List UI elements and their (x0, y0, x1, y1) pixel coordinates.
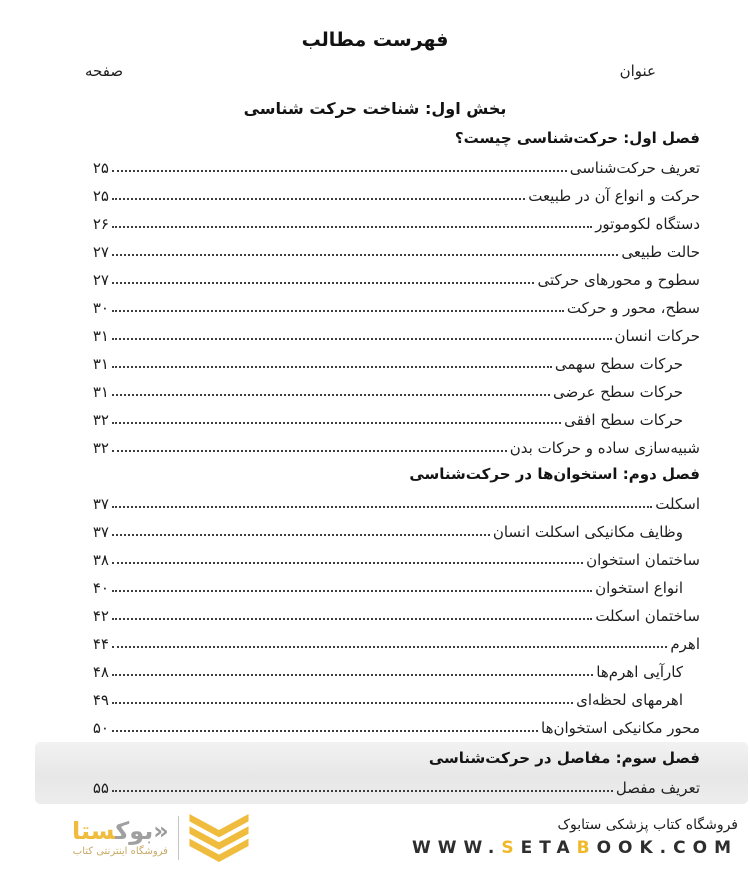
entry-dots-leader (112, 534, 490, 536)
store-tagline: فروشگاه کتاب پزشکی ستابوک (557, 817, 738, 833)
url-pre: WWW. (412, 838, 502, 858)
entry-page-number: ۴۹ (92, 691, 109, 709)
entry-title: محور مکانیکی استخوان‌ها (541, 719, 700, 737)
entry-title: اهرم (670, 635, 700, 653)
entry-dots-leader (112, 674, 593, 676)
footer (0, 804, 750, 871)
entry-title: حرکات سطح سهمی (554, 355, 683, 373)
website-url[interactable] (412, 838, 738, 858)
entry-title: تعریف مفصل (615, 779, 700, 797)
entry-title: حرکت و انواع آن در طبیعت (528, 187, 700, 205)
url-post: OOK.COM (596, 838, 738, 858)
entry-page-number: ۳۱ (92, 355, 109, 373)
chapter-heading: فصل اول: حرکت‌شناسی چیست؟ (454, 129, 700, 147)
entry-page-number: ۴۸ (92, 663, 109, 681)
entry-title: سطح، محور و حرکت (566, 299, 700, 317)
toc-entry (85, 152, 700, 180)
entry-title: حالت طبیعی (621, 243, 700, 261)
entry-page-number: ۵۵ (92, 779, 109, 797)
column-label-title: عنوان (619, 62, 656, 80)
entry-dots-leader (112, 590, 592, 592)
entry-title: حرکات سطح عرضی (553, 383, 683, 401)
entry-dots-leader (112, 450, 507, 452)
chapter-heading: فصل سوم: مفاصل در حرکت‌شناسی (428, 749, 700, 767)
entry-title: دستگاه لکوموتور (595, 215, 700, 233)
chapter-heading: فصل دوم: استخوان‌ها در حرکت‌شناسی (409, 465, 700, 483)
entry-dots-leader (112, 422, 561, 424)
entry-page-number: ۴۲ (92, 607, 109, 625)
toc-entry (85, 772, 700, 800)
entry-page-number: ۳۷ (92, 523, 109, 541)
entry-dots-leader (112, 646, 667, 648)
logo-wordmark-gray: بوک (115, 816, 154, 845)
toc-entry (85, 292, 700, 320)
section-heading: بخش اول: شناخت حرکت شناسی (243, 99, 507, 118)
toc-entry (85, 404, 700, 432)
footer-info (412, 817, 738, 858)
entry-page-number: ۲۵ (92, 187, 109, 205)
entry-title: ساختمان استخوان (586, 551, 700, 569)
entry-dots-leader (112, 562, 583, 564)
entry-page-number: ۳۲ (92, 439, 109, 457)
entry-dots-leader (112, 366, 552, 368)
entry-title: اهرمهای لحظه‌ای (576, 691, 683, 709)
logo-wordmark (72, 816, 169, 845)
entry-dots-leader (112, 338, 612, 340)
entry-page-number: ۴۴ (92, 635, 109, 653)
highlight-band (35, 742, 748, 804)
entry-dots-leader (112, 790, 613, 792)
entry-dots-leader (112, 198, 525, 200)
toc-entry (85, 684, 700, 712)
toc-entry (85, 600, 700, 628)
entry-title: ساختمان اسکلت (595, 607, 700, 625)
page-title: فهرست مطالب (301, 29, 449, 51)
entry-page-number: ۴۰ (92, 579, 109, 597)
logo-caption: فروشگاه اینترنتی کتاب (72, 845, 168, 857)
url-eta: ETA (520, 838, 577, 858)
entry-title: سطوح و محورهای حرکتی (537, 271, 700, 289)
toc-entry (85, 572, 700, 600)
toc-entry (85, 516, 700, 544)
entry-dots-leader (112, 394, 550, 396)
toc-entry (85, 264, 700, 292)
entry-title: اسکلت (655, 495, 700, 513)
entry-title: حرکات انسان (614, 327, 700, 345)
logo-wordmark-gold: ستا (72, 816, 116, 845)
column-labels (85, 56, 700, 86)
toc-entry (85, 348, 700, 376)
entry-page-number: ۳۲ (92, 411, 109, 429)
logo-quote-mark: « (153, 816, 169, 845)
logo-divider (178, 816, 179, 860)
toc-entry (85, 628, 700, 656)
toc-list (85, 124, 700, 804)
toc-entry (85, 180, 700, 208)
entry-dots-leader (112, 618, 592, 620)
entry-page-number: ۲۷ (92, 243, 109, 261)
entry-page-number: ۳۱ (92, 383, 109, 401)
toc-entry (85, 544, 700, 572)
entry-title: حرکات سطح افقی (564, 411, 683, 429)
chevron-icon (188, 814, 250, 862)
entry-dots-leader (112, 310, 564, 312)
entry-title: کارآیی اهرم‌ها (596, 663, 683, 681)
entry-page-number: ۲۶ (92, 215, 109, 233)
entry-dots-leader (112, 254, 618, 256)
setabook-logo[interactable] (72, 814, 250, 862)
entry-title: تعریف حرکت‌شناسی (569, 159, 700, 177)
entry-dots-leader (112, 702, 573, 704)
toc-entry (85, 488, 700, 516)
entry-title: انواع استخوان (595, 579, 683, 597)
toc-entry (85, 236, 700, 264)
toc-entry (85, 320, 700, 348)
entry-page-number: ۳۷ (92, 495, 109, 513)
column-label-page: صفحه (85, 62, 124, 80)
entry-dots-leader (112, 282, 534, 284)
entry-page-number: ۳۱ (92, 327, 109, 345)
entry-dots-leader (112, 170, 567, 172)
entry-page-number: ۵۰ (92, 719, 109, 737)
entry-dots-leader (112, 226, 592, 228)
entry-dots-leader (112, 730, 538, 732)
toc-entry (85, 712, 700, 740)
entry-page-number: ۲۷ (92, 271, 109, 289)
entry-page-number: ۳۰ (92, 299, 109, 317)
toc-entry (85, 208, 700, 236)
logo-wordmark-stack (72, 816, 169, 857)
toc-entry (85, 432, 700, 460)
toc-entry (85, 656, 700, 684)
entry-title: شبیه‌سازی ساده و حرکات بدن (509, 439, 700, 457)
entry-dots-leader (112, 506, 652, 508)
toc-entry (85, 376, 700, 404)
entry-page-number: ۲۵ (92, 159, 109, 177)
entry-page-number: ۳۸ (92, 551, 109, 569)
url-s-gold: S (501, 838, 521, 858)
entry-title: وظایف مکانیکی اسکلت انسان (492, 523, 683, 541)
url-b-gold: B (576, 838, 597, 858)
